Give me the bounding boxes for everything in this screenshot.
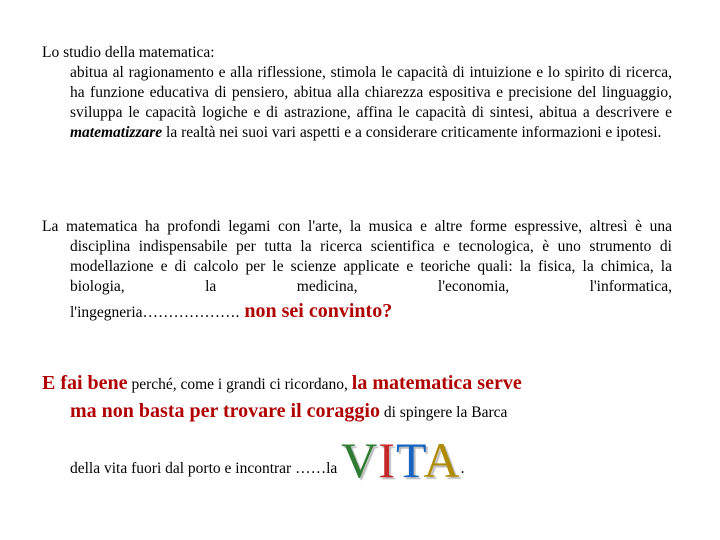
vita-letter-t: T <box>395 432 424 488</box>
fai-bene-text: E fai bene <box>42 372 128 394</box>
vita-letter-a: A <box>423 432 461 488</box>
vita-letter-v: V <box>341 432 379 488</box>
conclusion-line-1 <box>42 370 672 398</box>
paragraph-body <box>42 63 672 143</box>
conclusion-line-2 <box>42 398 672 426</box>
italic-term: matematizzare <box>70 124 163 141</box>
conclusion-mid-text: perché, come i grandi ci ricordano, <box>127 376 352 393</box>
links-tail: l'ingegneria………………. <box>70 304 240 321</box>
paragraph-study-of-math <box>42 43 672 143</box>
body-text-start: abitua al ragionamento e alla riflessione, stimola le capacità di intuizione e lo spirito di ricerca, ha funzione educativa di pensiero, abitua alla chiarezza espositiva e precisione del linguaggio, sviluppa le capacità logiche e di astrazione, affina le capacità di sintesi, abitua a descrivere e <box>70 64 672 121</box>
final-period: . <box>460 460 465 477</box>
conclusion-line-3 <box>42 432 672 488</box>
not-convinced-text: non sei convinto? <box>239 300 393 322</box>
paragraph-links-text <box>42 217 672 323</box>
life-boat-text: della vita fuori dal porto e incontrar ……la <box>70 460 342 477</box>
math-serves-text: la matematica serve <box>351 372 522 394</box>
paragraph-heading: Lo studio della matematica: <box>42 44 215 61</box>
body-text-end: la realtà nei suoi vari aspetti e a considerare criticamente informazioni e ipotesi. <box>162 124 662 141</box>
paragraph-math-links <box>42 217 672 323</box>
paragraph-conclusion <box>42 370 672 488</box>
vita-letter-i: I <box>378 432 396 488</box>
push-boat-text: di spingere la Barca <box>379 404 508 421</box>
courage-text: ma non basta per trovare il coraggio <box>70 400 380 422</box>
links-text: La matematica ha profondi legami con l'arte, la musica e altre forme espressive, altresì è una disciplina indispensabile per tutta la ricerca scientifica e tecnologica, è uno strumento di modellazione e di calcolo per le scienze applicate e teoriche quali: la fisica, la chimica, la biologia, la medicina, l'economia, l'informatica, <box>42 218 672 295</box>
vita-wordart <box>341 432 460 488</box>
